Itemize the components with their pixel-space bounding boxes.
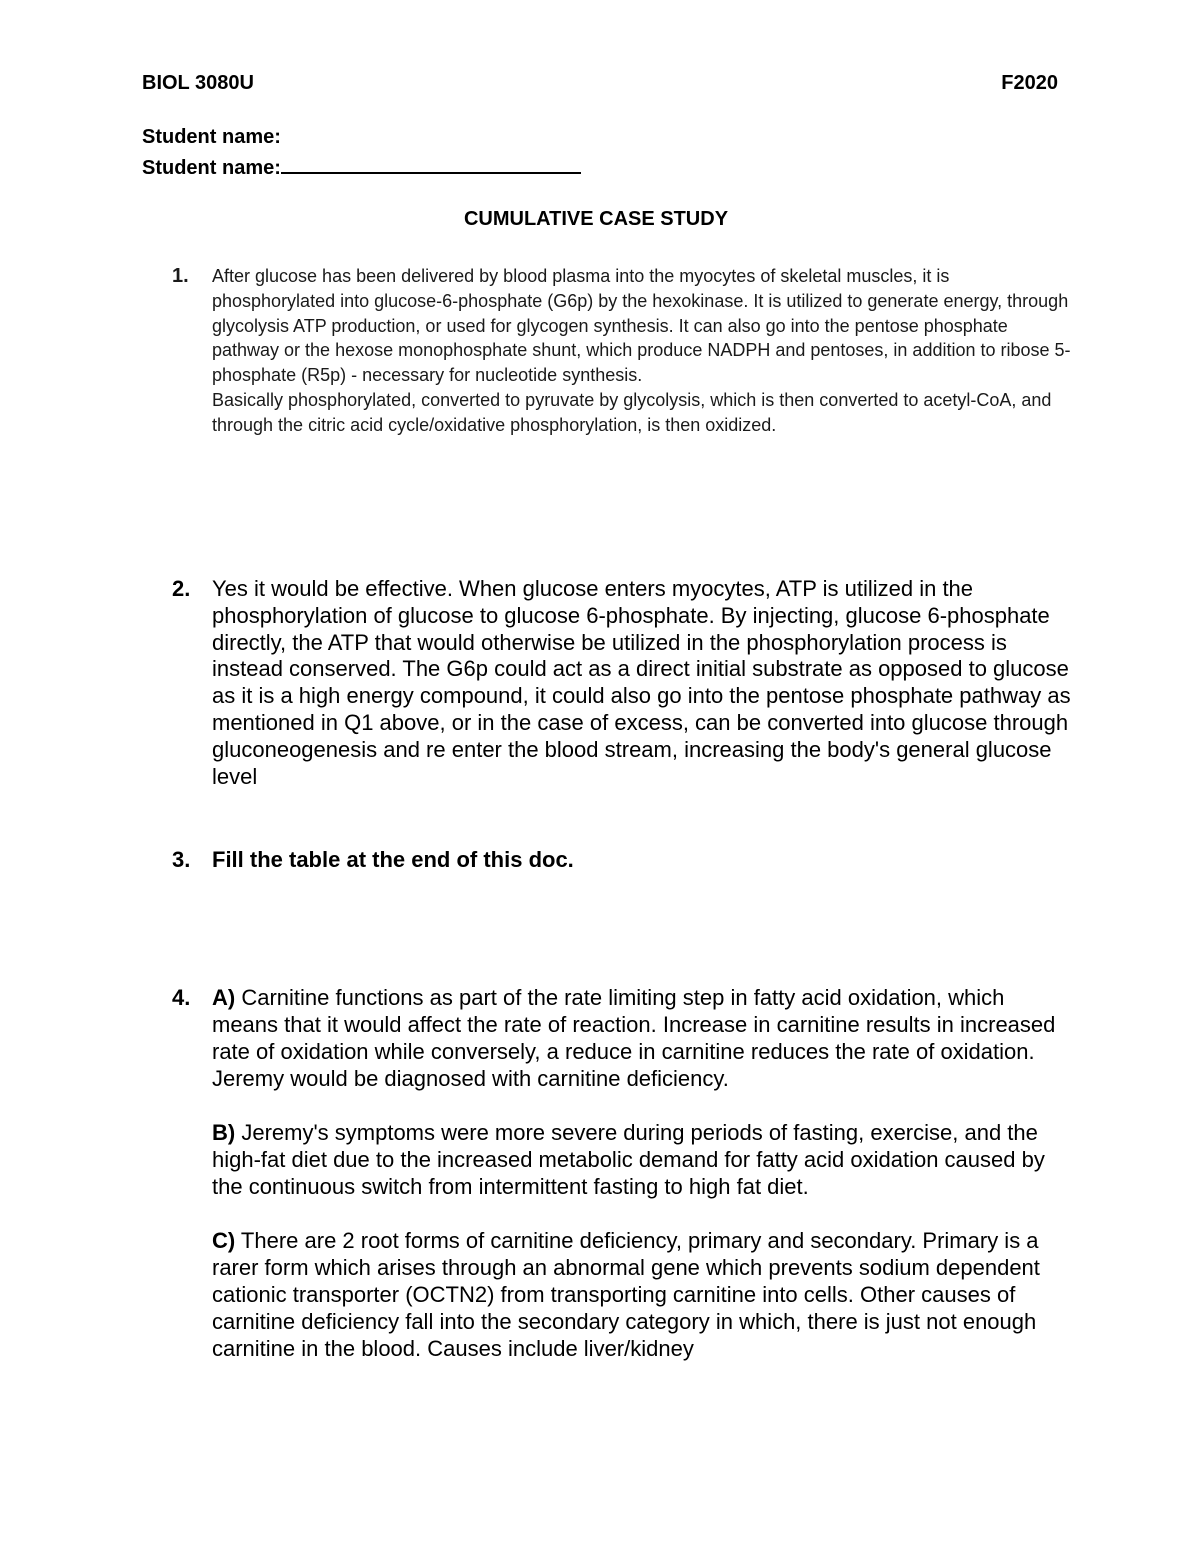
- question-number: 1.: [172, 265, 189, 287]
- student-name-line-2: [142, 154, 581, 180]
- question-2: [172, 576, 1072, 790]
- question-1-answer: [212, 264, 1072, 438]
- term-label: F2020: [1001, 72, 1058, 94]
- part-label: C): [212, 1228, 236, 1253]
- page-title: CUMULATIVE CASE STUDY: [463, 208, 729, 230]
- question-number: 3.: [172, 847, 191, 872]
- answer-part-b: [212, 1119, 1072, 1200]
- course-code: BIOL 3080U: [142, 72, 254, 94]
- question-number: 4.: [172, 985, 191, 1010]
- student-name-line-1: [142, 126, 281, 149]
- answer-paragraph: Basically phosphorylated, converted to pyruvate by glycolysis, which is then converted to acetyl-CoA, and through the citric acid cycle/oxidative phosphorylation, is then oxidized.: [212, 389, 1052, 435]
- student-name-label: Student name:: [142, 126, 281, 148]
- question-number: 2.: [172, 576, 191, 601]
- question-4-answer: [212, 984, 1072, 1362]
- question-3: [172, 846, 1072, 873]
- part-label: B): [212, 1120, 236, 1145]
- part-text: Jeremy's symptoms were more severe during periods of fasting, exercise, and the high-fat diet due to the increased metabolic demand for fatty acid oxidation caused by the continuous switch from intermittent fasting to high fat diet.: [212, 1120, 1045, 1199]
- name-blank-underline: [281, 154, 581, 174]
- answer-paragraph: Fill the table at the end of this doc.: [212, 847, 574, 872]
- question-4: [172, 984, 1072, 1362]
- question-2-answer: [212, 576, 1072, 790]
- part-text: There are 2 root forms of carnitine deficiency, primary and secondary. Primary is a rarer form which arises through an abnormal gene which prevents sodium dependent cationic transporter (OCTN2) from transporting carnitine into cells. Other causes of carnitine deficiency fall into the secondary category in which, there is just not enough carnitine in the blood. Causes include liver/kidney: [212, 1228, 1040, 1361]
- part-text: Carnitine functions as part of the rate limiting step in fatty acid oxidation, which means that it would affect the rate of reaction. Increase in carnitine results in increased rate of oxidation while conversely, a reduce in carnitine reduces the rate of oxidation. Jeremy would be diagnosed with carnitine deficiency.: [212, 985, 1056, 1091]
- answer-paragraph: After glucose has been delivered by blood plasma into the myocytes of skeletal muscles, it is phosphorylated into glucose-6-phosphate (G6p) by the hexokinase. It is utilized to generate energy, through glycolysis ATP production, or used for glycogen synthesis. It can also go into the pentose phosphate pathway or the hexose monophosphate shunt, which produce NADPH and pentoses, in addition to ribose 5-phosphate (R5p) - necessary for nucleotide synthesis.: [212, 266, 1071, 386]
- part-label: A): [212, 985, 236, 1010]
- answer-paragraph: Yes it would be effective. When glucose enters myocytes, ATP is utilized in the phosphorylation of glucose to glucose 6-phosphate. By injecting, glucose 6-phosphate directly, the ATP that would otherwise be utilized in the phosphorylation process is instead conserved. The G6p could act as a direct initial substrate as opposed to glucose as it is a high energy compound, it could also go into the pentose phosphate pathway as mentioned in Q1 above, or in the case of excess, can be converted into glucose through gluconeogenesis and re enter the blood stream, increasing the body's general glucose level: [212, 576, 1071, 789]
- answer-part-a: [212, 984, 1072, 1092]
- question-1: [172, 264, 1072, 438]
- question-3-answer: [212, 846, 1072, 873]
- answer-part-c: [212, 1227, 1072, 1362]
- student-name-label: Student name:: [142, 157, 281, 179]
